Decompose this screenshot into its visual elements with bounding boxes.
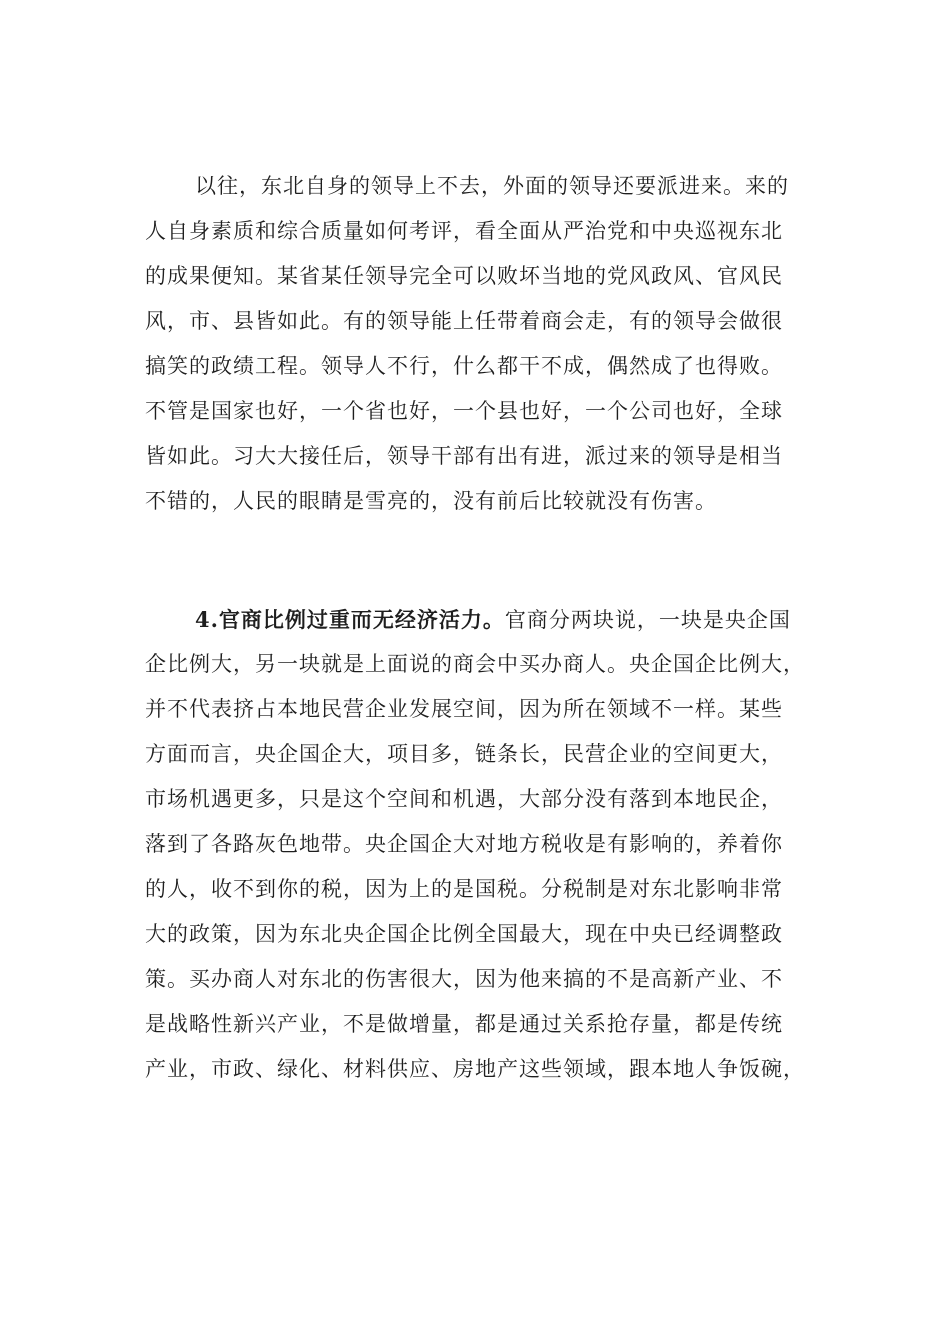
text-line: 不管是国家也好，一个省也好，一个县也好，一个公司也好，全球 [145, 399, 783, 423]
text-line: 策。买办商人对东北的伤害很大，因为他来搞的不是高新产业、不 [145, 967, 783, 991]
text-line: 企比例大，另一块就是上面说的商会中买办商人。央企国企比例大， [145, 652, 805, 676]
text-line: 市场机遇更多，只是这个空间和机遇，大部分没有落到本地民企， [145, 787, 783, 811]
text-line [145, 597, 810, 642]
text-line: 方面而言，央企国企大，项目多，链条长，民营企业的空间更大， [145, 742, 783, 766]
text-line: 风，市、县皆如此。有的领导能上任带着商会走，有的领导会做很 [145, 309, 783, 333]
text-line: 不错的，人民的眼睛是雪亮的，没有前后比较就没有伤害。 [145, 489, 717, 513]
text-line: 的成果便知。某省某任领导完全可以败坏当地的党风政风、官风民 [145, 264, 783, 288]
text-line: 搞笑的政绩工程。领导人不行，什么都干不成，偶然成了也得败。 [145, 354, 783, 378]
text-line: 并不代表挤占本地民营企业发展空间，因为所在领域不一样。某些 [145, 697, 783, 721]
section-heading: 4.官商比例过重而无经济活力。 [195, 607, 505, 632]
text-line: 的人，收不到你的税，因为上的是国税。分税制是对东北影响非常 [145, 877, 783, 901]
text-line: 人自身素质和综合质量如何考评，看全面从严治党和中央巡视东北 [145, 219, 783, 243]
text-line: 是战略性新兴产业，不是做增量，都是通过关系抢存量，都是传统 [145, 1012, 783, 1036]
paragraph-leadership [145, 164, 810, 524]
text-line: 皆如此。习大大接任后，领导干部有出有进，派过来的领导是相当 [145, 444, 783, 468]
text-line: 落到了各路灰色地带。央企国企大对地方税收是有影响的，养着你 [145, 832, 783, 856]
heading-line-rest: 官商分两块说，一块是央企国 [504, 608, 791, 632]
text-line: 产业，市政、绿化、材料供应、房地产这些领域，跟本地人争饭碗， [145, 1057, 805, 1081]
text-line: 大的政策，因为东北央企国企比例全国最大，现在中央已经调整政 [145, 922, 783, 946]
text-line: 以往，东北自身的领导上不去，外面的领导还要派进来。来的 [195, 174, 789, 198]
paragraph-official-business [145, 597, 810, 1092]
